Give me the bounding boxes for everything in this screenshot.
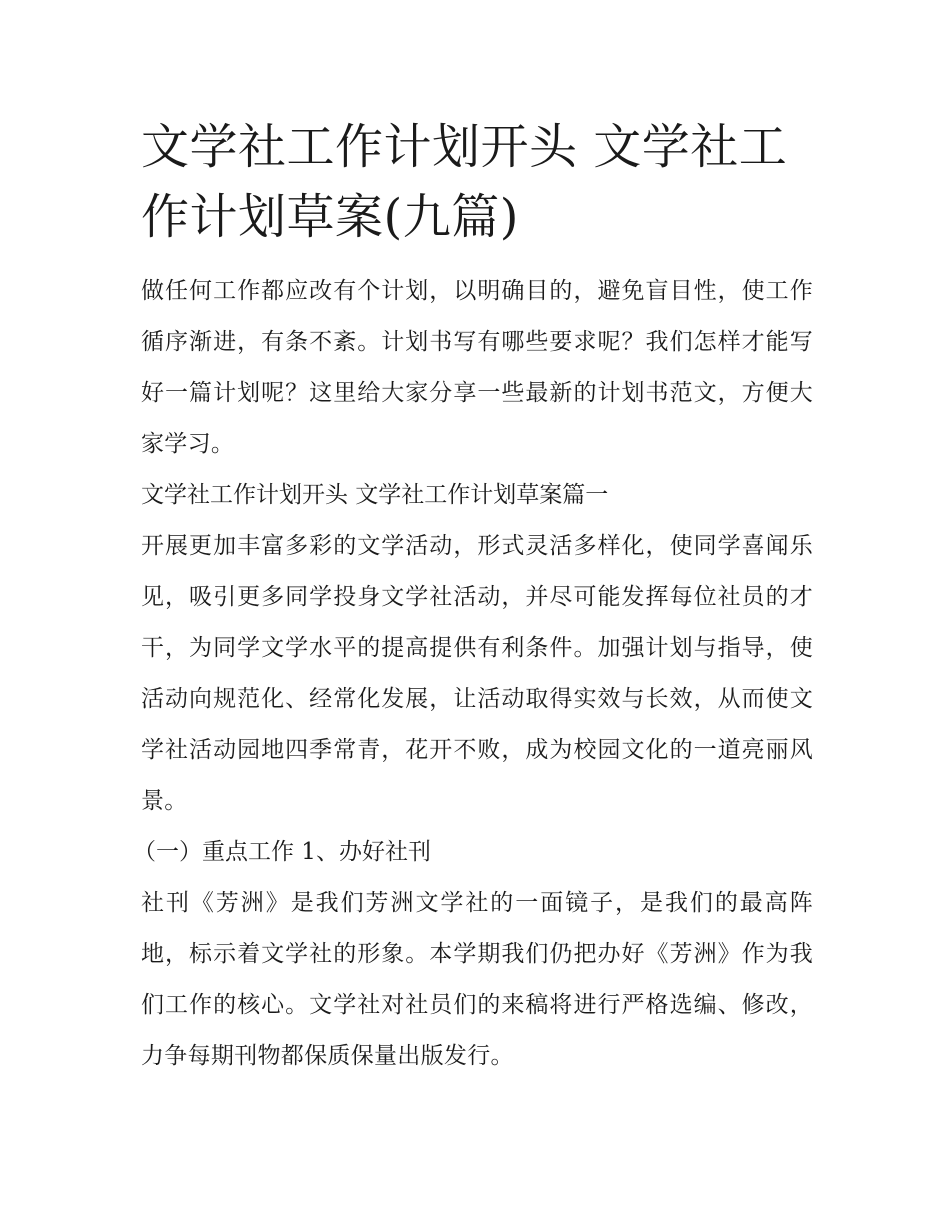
- section-heading: 文学社工作计划开头 文学社工作计划草案篇一: [141, 482, 609, 508]
- document-title: 文学社工作计划开头 文学社工作计划草案(九篇): [141, 119, 788, 245]
- subheading-key-work: （一）重点工作 1、办好社刊: [133, 839, 431, 865]
- document-page: [133, 112, 813, 1082]
- body-paragraph-1: 开展更加丰富多彩的文学活动，形式灵活多样化，使同学喜闻乐见，吸引更多同学投身文学社活动，并尽可能发挥每位社员的才干，为同学文学水平的提高提供有利条件。加强计划与指导，使活动向规范化、经常化发展，让活动取得实效与长效，从而使文学社活动园地四季常青，花开不败，成为校园文化的一道亮丽风景。: [141, 533, 813, 814]
- body-paragraph-2: 社刊《芳洲》是我们芳洲文学社的一面镜子，是我们的最高阵地，标示着文学社的形象。本学期我们仍把办好《芳洲》作为我们工作的核心。文学社对社员们的来稿将进行严格选编、修改，力争每期刊物都保质保量出版发行。: [141, 890, 813, 1069]
- intro-paragraph: 做任何工作都应改有个计划，以明确目的，避免盲目性，使工作循序渐进，有条不紊。计划书写有哪些要求呢？我们怎样才能写好一篇计划呢？这里给大家分享一些最新的计划书范文，方便大家学习。: [141, 278, 813, 457]
